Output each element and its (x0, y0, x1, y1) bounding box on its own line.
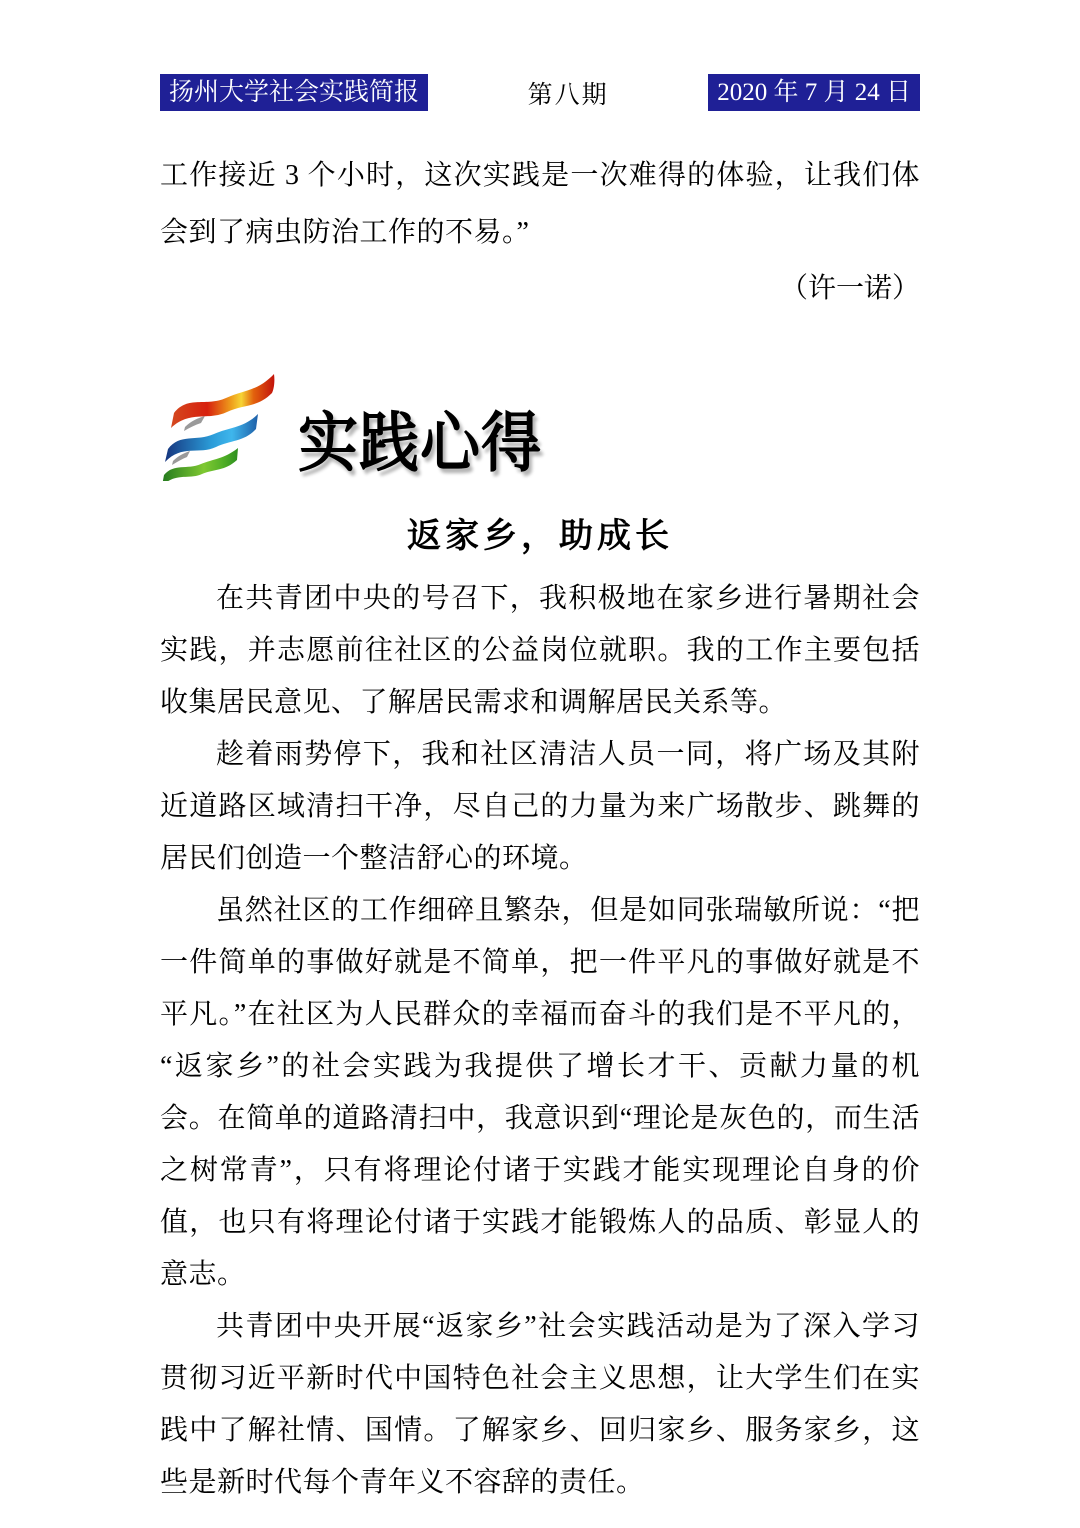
intro-continuation-text: 工作接近 3 个小时，这次实践是一次难得的体验，让我们体会到了病虫防治工作的不易。” (160, 160, 920, 248)
intro-author-signature: （许一诺） (779, 273, 920, 304)
page-header (160, 74, 920, 111)
article-paragraph-4: 共青团中央开展“返家乡”社会实践活动是为了深入学习贯彻习近平新时代中国特色社会主义思想，让大学生们在实践中了解社情、国情。了解家乡、回归家乡、服务家乡，这些是新时代每个青年义不容辞的责任。 (160, 1311, 920, 1498)
header-issue-number: 第八期 (527, 81, 609, 109)
page-content (0, 74, 1080, 1509)
article-paragraph-2: 趁着雨势停下，我和社区清洁人员一同，将广场及其附近道路区域清扫干净，尽自己的力量为来广场散步、跳舞的居民们创造一个整洁舒心的环境。 (160, 739, 920, 874)
flag-logo-icon (160, 369, 292, 481)
article-title: 返家乡，助成长 (407, 517, 673, 555)
section-logo-label: 实践心得 (298, 406, 542, 479)
flag-stripe-red (171, 374, 274, 428)
header-masthead-box: 扬州大学社会实践简报 (160, 74, 428, 111)
article-paragraph-1: 在共青团中央的号召下，我积极地在家乡进行暑期社会实践，并志愿前往社区的公益岗位就职。我的工作主要包括收集居民意见、了解居民需求和调解居民关系等。 (160, 583, 920, 718)
header-date-box: 2020 年 7 月 24 日 (708, 74, 920, 111)
section-logo (160, 367, 920, 482)
article-paragraph-3: 虽然社区的工作细碎且繁杂，但是如同张瑞敏所说：“把一件简单的事做好就是不简单，把一件平凡的事做好就是不平凡。”在社区为人民群众的幸福而奋斗的我们是不平凡的，“返家乡”的社会实践为我提供了增长才干、贡献力量的机会。在简单的道路清扫中，我意识到“理论是灰色的，而生活之树常青”，只有将理论付诸于实践才能实现理论自身的价值，也只有将理论付诸于实践才能锻炼人的品质、彰显人的意志。 (160, 895, 920, 1290)
article-body (160, 573, 920, 1509)
